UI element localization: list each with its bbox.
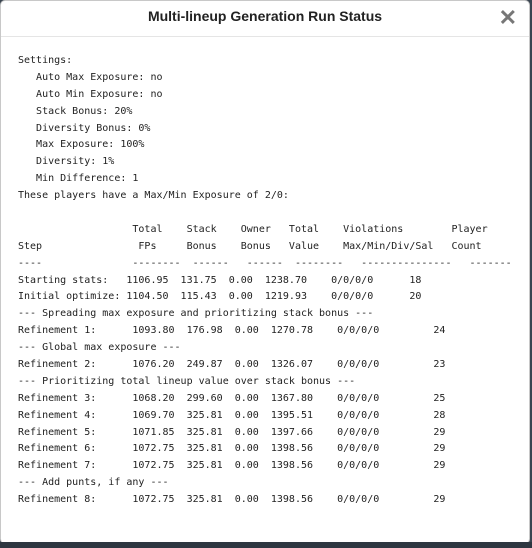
log-line: Max Exposure: 100% bbox=[18, 139, 145, 151]
status-log bbox=[18, 53, 523, 537]
log-line: Total Stack Owner Total Violations Player bbox=[18, 223, 488, 235]
log-line: Refinement 1: 1093.80 176.98 0.00 1270.78 0/0/0/0 24 bbox=[18, 325, 446, 337]
log-line: Stack Bonus: 20% bbox=[18, 105, 133, 117]
log-line: ---- -------- ------ ------ -------- --------------- ------- bbox=[18, 257, 512, 269]
log-line: Refinement 6: 1072.75 325.81 0.00 1398.56 0/0/0/0 29 bbox=[18, 443, 446, 455]
log-line: Step FPs Bonus Bonus Value Max/Min/Div/Sal Count bbox=[18, 240, 482, 252]
log-line: Refinement 2: 1076.20 249.87 0.00 1326.07 0/0/0/0 23 bbox=[18, 359, 446, 371]
log-line: Auto Max Exposure: no bbox=[18, 71, 163, 83]
log-line: Refinement 3: 1068.20 299.60 0.00 1367.80 0/0/0/0 25 bbox=[18, 392, 446, 404]
background-app bbox=[0, 542, 532, 548]
log-line: --- Add punts, if any --- bbox=[18, 477, 169, 489]
log-line: Min Difference: 1 bbox=[18, 173, 139, 185]
log-line: --- Prioritizing total lineup value over stack bonus --- bbox=[18, 375, 356, 387]
dialog-title: Multi-lineup Generation Run Status bbox=[147, 8, 383, 24]
log-line: Diversity: 1% bbox=[18, 156, 115, 168]
log-line: Starting stats: 1106.95 131.75 0.00 1238.70 0/0/0/0 18 bbox=[18, 274, 422, 286]
log-line: These players have a Max/Min Exposure of 2/0: bbox=[18, 190, 289, 202]
log-line: --- Spreading max exposure and prioritizing stack bonus --- bbox=[18, 308, 374, 320]
log-line: Refinement 8: 1072.75 325.81 0.00 1398.56 0/0/0/0 29 bbox=[18, 494, 446, 506]
log-line: Refinement 7: 1072.75 325.81 0.00 1398.56 0/0/0/0 29 bbox=[18, 460, 446, 472]
log-line: Refinement 5: 1071.85 325.81 0.00 1397.66 0/0/0/0 29 bbox=[18, 426, 446, 438]
log-line: Initial optimize: 1104.50 115.43 0.00 1219.93 0/0/0/0 20 bbox=[18, 291, 422, 303]
log-line: --- Global max exposure --- bbox=[18, 342, 181, 354]
log-line: Auto Min Exposure: no bbox=[18, 88, 163, 100]
log-line bbox=[18, 205, 523, 222]
log-line: Settings: bbox=[18, 55, 73, 66]
close-icon[interactable]: ✕ bbox=[498, 5, 517, 30]
dialog-header bbox=[1, 1, 529, 37]
log-line: Diversity Bonus: 0% bbox=[18, 122, 151, 134]
log-line: Refinement 4: 1069.70 325.81 0.00 1395.51 0/0/0/0 28 bbox=[18, 409, 446, 421]
